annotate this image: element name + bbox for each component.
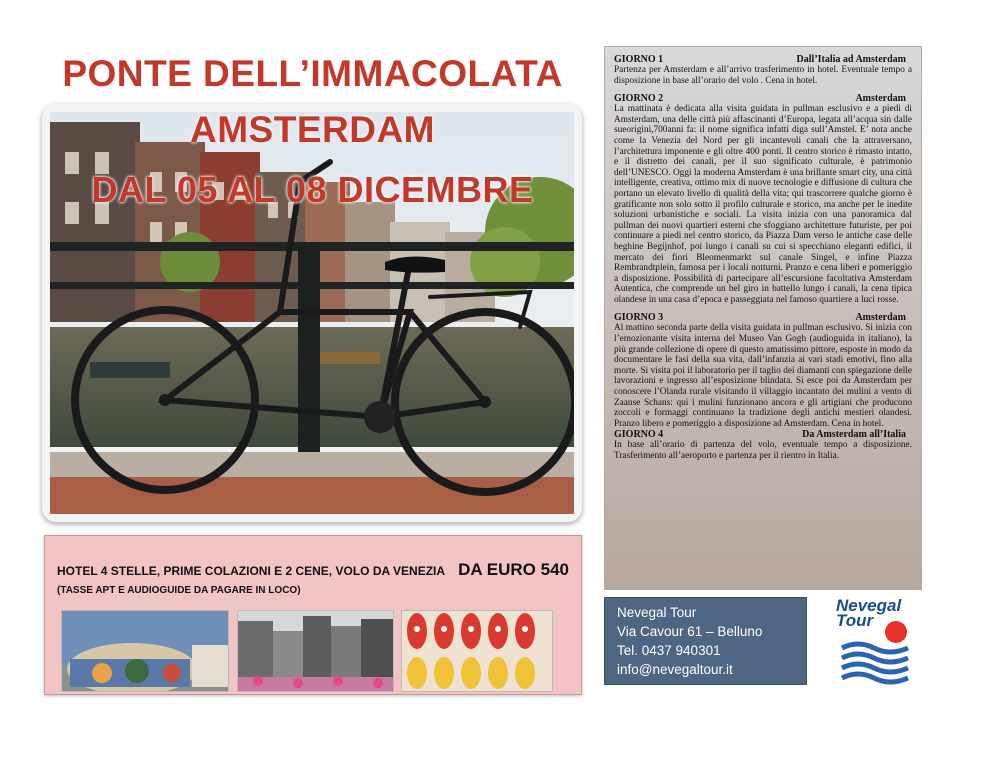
day-4-label: GIORNO 4: [614, 429, 664, 441]
day-4-header: [614, 429, 912, 440]
day-2-label: GIORNO 2: [614, 93, 664, 105]
agency-address: Via Cavour 61 – Belluno: [617, 624, 763, 639]
day-3-label: GIORNO 3: [614, 312, 664, 324]
day-4-place: Da Amsterdam all’Italia: [802, 429, 906, 441]
wooden-clogs-photo: [401, 610, 553, 692]
nevegal-tour-logo: [834, 596, 916, 688]
contact-box: [604, 597, 807, 685]
title-line-3: DAL 05 AL 08 DICEMBRE: [91, 169, 534, 210]
day-2-place: Amsterdam: [855, 93, 906, 105]
offer-info-box: [44, 535, 582, 695]
offer-notes: (TASSE APT E AUDIOGUIDE DA PAGARE IN LOCO): [57, 585, 301, 596]
offer-details: HOTEL 4 STELLE, PRIME COLAZIONI E 2 CENE, VOLO DA VENEZIA: [57, 564, 446, 578]
day-3-description: Al mattino seconda parte della visita guidata in pullman esclusivo. Si inizia con l’emozionante visita interna del Museo Van Gogh (audioguida in italiano), la più grande collezione di opere di questo amatissimo pittore, esposte in modo da documentare le fasi della sua vita, dall’infanzia ai vari stadi emotivi, fino alla morte. Si visita poi il laboratorio per il taglio dei diamanti con spiegazione delle lavorazioni e ingresso all’esposizione blindata. Si esce poi da Amsterdam per conoscere l’Olanda rurale visitando il villaggio incantato dei mulini a vento di Zaanse Schans: qui i mulini funzionano ancora e gli artigiani che producono zoccoli e formaggi continuano la tradizione degli antichi mestieri olandesi. Pranzo libero e pomeriggio a disposizione ad Amsterdam. Cena in hotel.: [614, 323, 912, 429]
day-1-description: Partenza per Amsterdam e all’arrivo trasferimento in hotel. Eventuale tempo a disposizione in base all’orario del volo . Cena in hotel.: [614, 65, 912, 86]
day-1-place: Dall’Italia ad Amsterdam: [796, 54, 906, 65]
agency-name: Nevegal Tour: [617, 605, 697, 620]
agency-phone: Tel. 0437 940301: [617, 643, 721, 658]
day-4-description: In base all’orario di partenza del volo, eventuale tempo a disposizione. Trasferimento all’aeroporto e partenza per il rientro in Italia.: [614, 440, 912, 461]
day-2-description: La mattinata è dedicata alla visita guidata in pullman esclusivo e a piedi di Amsterdam, una delle città più affascinanti d’Europa, legata all’acqua sin dalle sueorigini,700anni fa: il nome significa infatti diga sull’Amstel. E’ nota anche come la Venezia del Nord per gli incantevoli canali che la attraversano, l’architettura imponente e gli oltre 400 ponti. Il centro storico è rimasto intatto, e il distretto dei canali, per il suo significato culturale, è patrimonio dell’UNESCO. Oggi la moderna Amsterdam è una brillante smart city, una città intelligente, creativa, ottimo mix di nuove tecnologie e diffusione di cultura che portano un elevato livello di qualità della vita; qui trascorrere qualche giorno è gratificante non solo sotto il profilo culturale e storico, ma anche per le inedite soluzioni urbanistiche e sociali. La visita inizia con una panoramica dal pullman dei nuovi quartieri esterni che sfoggiano architetture futuriste, per poi continuare a piedi nel centro storico, da Piazza Dam verso le antiche case delle beghine Begijnhof, poi lungo i canali su cui si specchiano eleganti edifici, il mercato dei fiori Bleomenmarkt sul canale Singel, e infine Piazza Rembrandtplein, famosa per i locali notturni. Pranzo e cena liberi e pomeriggio a disposizione. Possibilità di partecipare all’escursione facoltativa Amsterdam Autentica, che comprende un bel giro in battello lungo i canali, la cena tipica olandese in una casa d’epoca e passeggiata nel famoso quartiere a luci rosse.: [614, 104, 912, 305]
itinerary-panel: [604, 46, 922, 590]
day-1-header: [614, 54, 912, 65]
logo-text-tour: Tour: [836, 611, 874, 630]
day-1-label: GIORNO 1: [614, 54, 664, 65]
offer-price: DA EURO 540: [458, 560, 569, 579]
title-line-1: PONTE DELL’IMMACOLATA: [62, 53, 563, 94]
day-3-header: [614, 312, 912, 323]
agency-email[interactable]: info@nevegaltour.it: [617, 662, 733, 677]
logo-text-nevegal: Nevegal: [836, 596, 902, 615]
bicycle-canal-photo: [42, 104, 582, 522]
museum-photo: [61, 610, 229, 692]
logo-graphic: [834, 596, 916, 688]
canal-houses-photo: [237, 610, 394, 692]
day-2-header: [614, 93, 912, 104]
title-line-2: AMSTERDAM: [190, 109, 435, 150]
day-3-place: Amsterdam: [855, 312, 906, 324]
